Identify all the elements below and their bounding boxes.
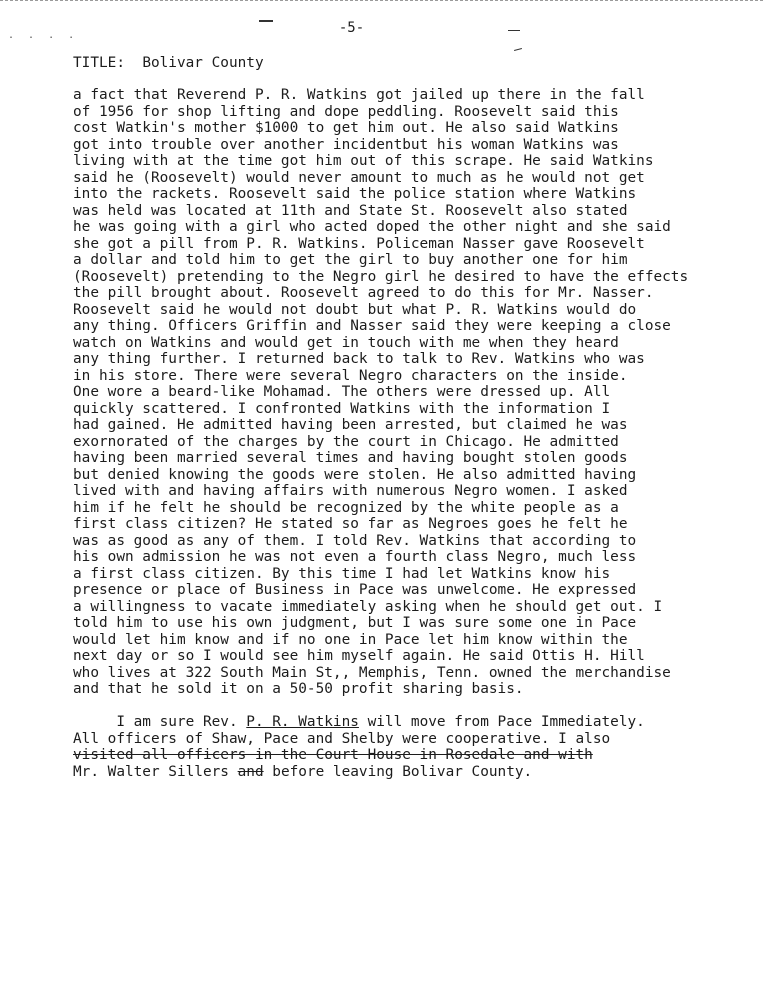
body-text [73, 87, 688, 780]
text-line: cost Watkin's mother $1000 to get him out. He also said Watkins [73, 120, 619, 136]
text-line [73, 714, 688, 731]
struck-text-line: visited all officers in the Court House in Rosedale and with [73, 747, 593, 763]
text-line: he was going with a girl who acted doped the other night and she said [73, 219, 671, 235]
text-line: first class citizen? He stated so far as Negroes goes he felt he [73, 516, 628, 532]
text-line: living with at the time got him out of this scrape. He said Watkins [73, 153, 654, 169]
text-span: Mr. Walter Sillers [73, 763, 238, 780]
text-line: a dollar and told him to get the girl to buy another one for him [73, 252, 628, 268]
text-line: got into trouble over another incidentbut his woman Watkins was [73, 136, 619, 153]
text-line: was as good as any of them. I told Rev. Watkins that according to [73, 532, 637, 549]
text-line: presence or place of Business in Pace was unwelcome. He expressed [73, 582, 637, 598]
pen-mark [514, 48, 522, 51]
text-line: the pill brought about. Roosevelt agreed to do this for Mr. Nasser. [73, 285, 654, 301]
title-label: TITLE: [73, 55, 125, 71]
margin-dots: . . . . [8, 30, 79, 41]
underlined-name: P. R. Watkins [246, 714, 359, 730]
text-span: will move from Pace Immediately. [358, 714, 645, 730]
text-line [73, 764, 688, 781]
text-line: (Roosevelt) pretending to the Negro girl he desired to have the effects [73, 268, 689, 285]
text-line: All officers of Shaw, Pace and Shelby were cooperative. I also [73, 730, 611, 747]
paragraph-2 [73, 714, 688, 780]
text-line: would let him know and if no one in Pace let him know within the [73, 631, 628, 648]
text-line: was held was located at 11th and State St. Roosevelt also stated [73, 202, 628, 219]
text-line: any thing further. I returned back to talk to Rev. Watkins who was [73, 351, 645, 367]
text-line: who lives at 322 South Main St,, Memphis, Tenn. owned the merchandise [73, 664, 671, 681]
text-line: she got a pill from P. R. Watkins. Policeman Nasser gave Roosevelt [73, 235, 645, 252]
text-line: but denied knowing the goods were stolen. He also admitted having [73, 466, 637, 483]
paragraph-gap [73, 698, 688, 715]
text-line: said he (Roosevelt) would never amount to much as he would not get [73, 169, 645, 186]
paragraph-1 [73, 87, 688, 698]
text-line: and that he sold it on a 50-50 profit sharing basis. [73, 681, 524, 697]
text-line: quickly scattered. I confronted Watkins with the information I [73, 400, 611, 417]
text-span: before leaving Bolivar County. [263, 763, 533, 780]
document-title [73, 55, 264, 72]
top-dashed-rule [0, 0, 763, 7]
text-line: a willingness to vacate immediately asking when he should get out. I [73, 598, 663, 615]
text-line: One wore a beard-like Mohamad. The others were dressed up. All [73, 384, 611, 400]
text-line: had gained. He admitted having been arrested, but claimed he was [73, 417, 628, 433]
text-line: lived with and having affairs with numerous Negro women. I asked [73, 483, 628, 499]
text-line: a fact that Reverend P. R. Watkins got jailed up there in the fall [73, 87, 645, 103]
page-number: -5- [338, 20, 365, 36]
struck-word: and [237, 763, 264, 780]
text-line: his own admission he was not even a fourth class Negro, much less [73, 549, 637, 565]
text-line: watch on Watkins and would get in touch with me when they heard [73, 334, 619, 351]
text-span: I am sure Rev. [73, 714, 247, 730]
text-line: in his store. There were several Negro characters on the inside. [73, 367, 628, 384]
text-line: into the rackets. Roosevelt said the police station where Watkins [73, 186, 637, 202]
text-line: exornorated of the charges by the court in Chicago. He admitted [73, 433, 619, 450]
text-line: of 1956 for shop lifting and dope peddling. Roosevelt said this [73, 103, 619, 120]
title-value: Bolivar County [142, 55, 264, 71]
text-line: a first class citizen. By this time I had let Watkins know his [73, 565, 611, 582]
text-line: told him to use his own judgment, but I was sure some one in Pace [73, 615, 637, 631]
text-line: having been married several times and having bought stolen goods [73, 450, 628, 466]
text-line: Roosevelt said he would not doubt but what P. R. Watkins would do [73, 301, 637, 318]
text-line: him if he felt he should be recognized by the white people as a [73, 499, 619, 516]
text-line: any thing. Officers Griffin and Nasser said they were keeping a close [73, 318, 671, 334]
text-line: next day or so I would see him myself again. He said Ottis H. Hill [73, 648, 645, 664]
